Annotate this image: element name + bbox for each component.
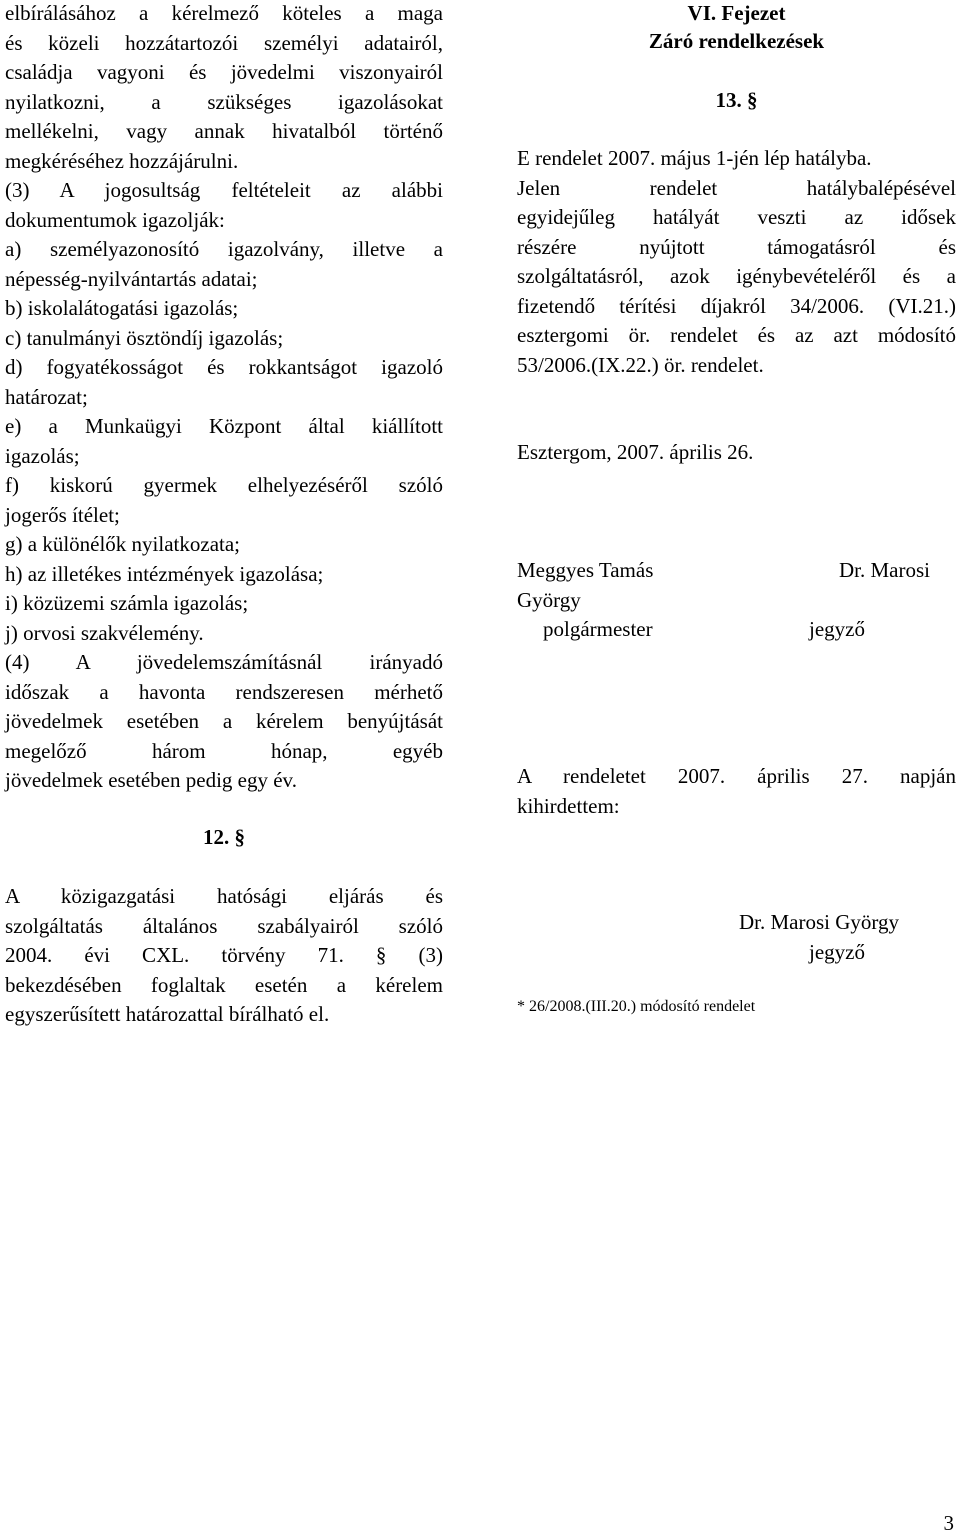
- paragraph-4-line: jövedelmek esetében a kérelem benyújtását: [5, 709, 443, 733]
- paragraph-3-line: h) az illetékes intézmények igazolása;: [5, 561, 324, 586]
- paragraph-3-line: g) a különélők nyilatkozata;: [5, 532, 241, 556]
- section-13-line: E rendelet 2007. május 1-jén lép hatályba.: [517, 146, 872, 170]
- paragraph-3-line: f) kiskorú gyermek elhelyezéséről szóló: [5, 473, 443, 497]
- section-12-heading: 12. §: [203, 825, 245, 849]
- place-date: Esztergom, 2007. április 26.: [517, 440, 754, 464]
- mayor-name-continued: György: [517, 587, 581, 612]
- notary-title: jegyző: [809, 617, 865, 641]
- final-signature-name: Dr. Marosi György: [739, 910, 900, 934]
- paragraph-3-line: dokumentumok igazolják:: [5, 207, 225, 232]
- section-13-line: 53/2006.(IX.22.) ör. rendelet.: [517, 352, 764, 377]
- intro-line: családja vagyoni és jövedelmi viszonyairól: [5, 60, 443, 84]
- paragraph-3-line: b) iskolalátogatási igazolás;: [5, 296, 239, 320]
- paragraph-3-line: e) a Munkaügyi Központ által kiállított: [5, 414, 443, 438]
- footnote: * 26/2008.(III.20.) módosító rendelet: [517, 998, 756, 1015]
- paragraph-4-line: megelőző három hónap, egyéb: [5, 738, 443, 763]
- section-13-heading: 13. §: [715, 88, 758, 112]
- section-12-line: szolgáltatás általános szabályairól szóló: [5, 913, 443, 938]
- intro-line: megkéréséhez hozzájárulni.: [5, 148, 239, 173]
- promulgation-line: kihirdettem:: [517, 793, 620, 818]
- paragraph-3-line: j) orvosi szakvélemény.: [5, 620, 204, 645]
- mayor-name: Meggyes Tamás: [517, 558, 654, 582]
- paragraph-3-line: igazolás;: [5, 443, 80, 468]
- paragraph-3-line: a) személyazonosító igazolvány, illetve a: [5, 237, 443, 261]
- promulgation-line: A rendeletet 2007. április 27. napján: [517, 764, 956, 788]
- section-13-line: Jelen rendelet hatálybalépésével: [517, 175, 956, 200]
- chapter-number: VI. Fejezet: [687, 1, 786, 25]
- paragraph-3-line: c) tanulmányi ösztöndíj igazolás;: [5, 325, 284, 350]
- intro-line: mellékelni, vagy annak hivatalból történő: [5, 119, 443, 143]
- section-13-line: esztergomi ör. rendelet és az azt módosító: [517, 323, 956, 347]
- section-12-line: A közigazgatási hatósági eljárás és: [5, 884, 443, 908]
- paragraph-3-line: határozat;: [5, 384, 88, 409]
- paragraph-3-line: jogerős ítélet;: [5, 502, 120, 527]
- paragraph-3-line: népesség-nyilvántartás adatai;: [5, 266, 258, 291]
- section-12-line: bekezdésében foglaltak esetén a kérelem: [5, 972, 443, 997]
- section-12-line: 2004. évi CXL. törvény 71. § (3): [5, 943, 443, 967]
- paragraph-3-line: (3) A jogosultság feltételeit az alábbi: [5, 178, 443, 202]
- mayor-title: polgármester: [543, 617, 653, 641]
- chapter-title: Záró rendelkezések: [648, 29, 825, 53]
- paragraph-3-line: d) fogyatékosságot és rokkantságot igazoló: [5, 355, 443, 379]
- notary-name: Dr. Marosi: [839, 558, 930, 582]
- section-13-line: szolgáltatásról, azok igénybevételéről és a: [517, 264, 956, 288]
- section-12-line: egyszerűsített határozattal bírálható el.: [5, 1002, 330, 1026]
- paragraph-4-line: (4) A jövedelemszámításnál irányadó: [5, 650, 443, 674]
- final-signature-title: jegyző: [809, 939, 865, 964]
- paragraph-4-line: jövedelmek esetében pedig egy év.: [5, 768, 297, 792]
- intro-line: nyilatkozni, a szükséges igazolásokat: [5, 89, 443, 114]
- section-13-line: fizetendő térítési díjakról 34/2006. (VI.21.): [517, 293, 956, 318]
- intro-line: és közeli hozzátartozói személyi adatairól,: [5, 30, 443, 55]
- paragraph-3-line: i) közüzemi számla igazolás;: [5, 591, 249, 615]
- paragraph-4-line: időszak a havonta rendszeresen mérhető: [5, 679, 443, 704]
- section-13-line: részére nyújtott támogatásról és: [517, 234, 956, 259]
- intro-line: elbírálásához a kérelmező köteles a maga: [5, 1, 443, 25]
- section-13-line: egyidejűleg hatályát veszti az idősek: [517, 205, 956, 229]
- page-number: 3: [943, 1511, 954, 1535]
